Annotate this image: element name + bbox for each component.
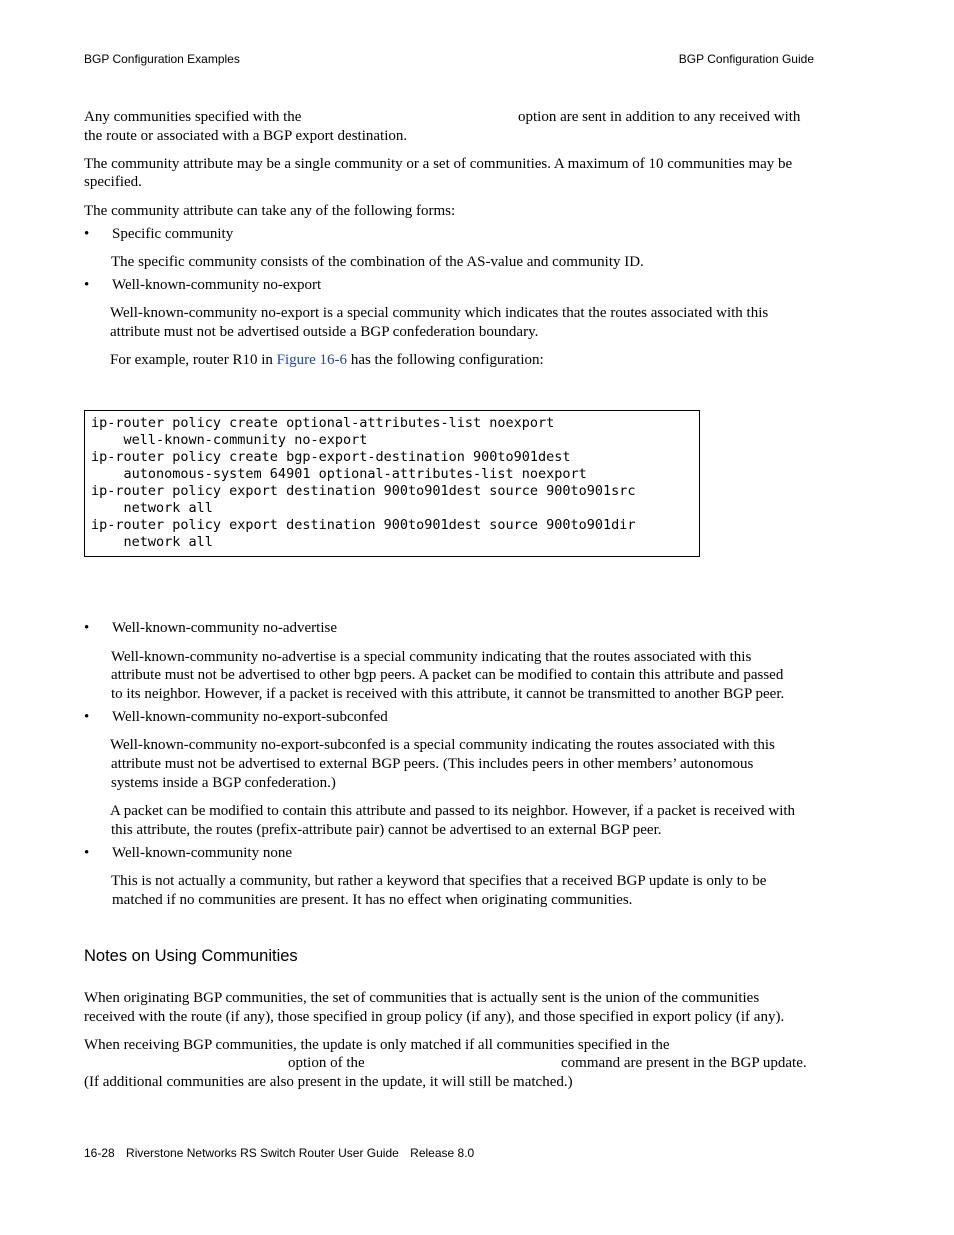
bullet-title-none: Well-known-community none (112, 845, 293, 861)
notes-paragraph2-line3: (If additional communities are also present in the update, it will still be matched.) (84, 1074, 573, 1090)
paragraph-forms-intro: The community attribute can take any of the following forms: (84, 203, 456, 219)
bullet-desc-none-line2: matched if no communities are present. It has no effect when originating communities. (112, 892, 633, 908)
paragraph-max-communities-line1: The community attribute may be a single community or a set of communities. A maximum of 10 communities may be (84, 156, 793, 172)
bullet-marker: • (84, 226, 90, 242)
notes-paragraph2-line2b: command are present in the BGP update. (561, 1055, 807, 1071)
bullet-desc-no-advertise-line1: Well-known-community no-advertise is a special community indicating that the routes associated with this (111, 649, 752, 665)
bullet-desc-none-line1: This is not actually a community, but rather a keyword that specifies that a received BGP update is only to be (111, 873, 767, 889)
bullet-marker: • (84, 845, 90, 861)
code-line: ip-router policy export destination 900to901dest source 900to901src (91, 483, 636, 499)
notes-paragraph2-line2a: option of the (288, 1055, 365, 1071)
bullet-desc-no-advertise-line2: attribute must not be advertised to other bgp peers. A packet can be modified to contain this attribute and passed (111, 667, 784, 683)
bullet-title-specific-community: Specific community (112, 226, 234, 242)
code-line: ip-router policy create bgp-export-destination 900to901dest (91, 449, 571, 465)
code-line: ip-router policy export destination 900to901dest source 900to901dir (91, 517, 636, 533)
code-line: network all (91, 534, 213, 550)
bullet-desc-subconfed-line1: Well-known-community no-export-subconfed is a special community indicating the routes associated with this (110, 737, 775, 753)
bullet-marker: • (84, 277, 90, 293)
bullet-desc-no-advertise-line3: to its neighbor. However, if a packet is received with this attribute, it cannot be transmitted to another BGP peer. (111, 686, 785, 702)
bullet-title-no-export-subconfed: Well-known-community no-export-subconfed (112, 709, 388, 725)
notes-paragraph1-line1: When originating BGP communities, the set of communities that is actually sent is the union of the communities (84, 990, 760, 1006)
text-run: For example, router R10 in (110, 352, 273, 368)
running-footer (84, 1146, 474, 1160)
figure-link[interactable]: Figure 16-6 (276, 352, 348, 368)
bullet-desc2-subconfed-line1: A packet can be modified to contain this attribute and passed to its neighbor. However, if a packet is received with (110, 803, 796, 819)
text-run: Any communities specified with the (84, 109, 302, 125)
bullet-marker: • (84, 620, 90, 636)
running-header-left: BGP Configuration Examples (84, 52, 240, 66)
bullet-desc-specific-community: The specific community consists of the combination of the AS-value and community ID. (111, 254, 644, 270)
text-run: has the following configuration: (350, 352, 544, 368)
code-block (84, 410, 700, 557)
code-line: ip-router policy create optional-attributes-list noexport (91, 415, 555, 431)
footer-page-number: 16-28 (84, 1146, 115, 1160)
bullet-desc-no-export-line1: Well-known-community no-export is a special community which indicates that the routes associated with this (110, 305, 769, 321)
code-line: well-known-community no-export (91, 432, 368, 448)
bullet-title-no-export: Well-known-community no-export (112, 277, 322, 293)
bullet-desc-subconfed-line2: attribute must not be advertised to external BGP peers. (This includes peers in other members’ autonomous (111, 756, 754, 772)
bullet-desc-no-export-line2: attribute must not be advertised outside a BGP confederation boundary. (110, 324, 539, 340)
running-header-right: BGP Configuration Guide (678, 52, 814, 66)
code-line: autonomous-system 64901 optional-attributes-list noexport (91, 466, 587, 482)
footer-title: Riverstone Networks RS Switch Router User Guide (126, 1146, 399, 1160)
section-heading: Notes on Using Communities (84, 947, 298, 965)
bullet-desc-subconfed-line3: systems inside a BGP confederation.) (111, 775, 336, 791)
code-listing (91, 415, 636, 551)
text-run: option are sent in addition to any received with (518, 109, 801, 125)
example-sentence (110, 351, 544, 370)
paragraph-communities-line1 (84, 108, 301, 127)
notes-paragraph2-line1: When receiving BGP communities, the update is only matched if all communities specified in the (84, 1037, 670, 1053)
notes-paragraph1-line2: received with the route (if any), those specified in group policy (if any), and those specified in export policy (if any). (84, 1009, 785, 1025)
paragraph-communities-line1b (518, 108, 800, 127)
bullet-desc2-subconfed-line2: this attribute, the routes (prefix-attribute pair) cannot be advertised to an external BGP peer. (111, 822, 662, 838)
paragraph-communities-line2: the route or associated with a BGP export destination. (84, 128, 408, 144)
bullet-marker: • (84, 709, 90, 725)
code-line: network all (91, 500, 213, 516)
bullet-title-no-advertise: Well-known-community no-advertise (112, 620, 337, 636)
footer-release: Release 8.0 (410, 1146, 475, 1160)
paragraph-max-communities-line2: specified. (84, 174, 142, 190)
